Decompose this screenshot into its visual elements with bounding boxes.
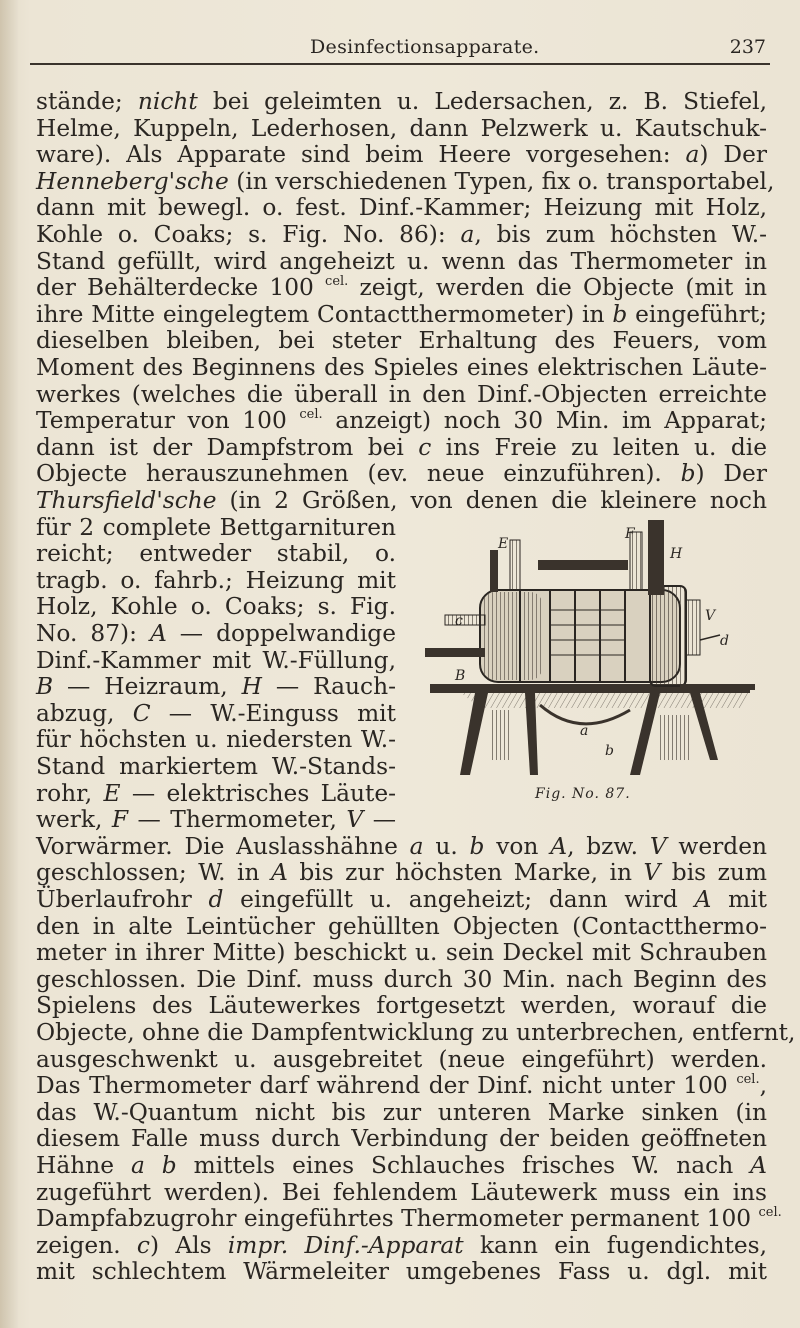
text-line [36, 753, 396, 780]
text-run: mit schlechtem Wärmeleiter umgebenes Fass u. dgl. mit [36, 1258, 767, 1286]
text-run: werkes (welches die überall in den Dinf.-Objecten erreichte [36, 380, 767, 408]
text-run: bei geleimten u. Ledersachen, z. B. Stiefel, [197, 88, 767, 115]
header-rule [30, 63, 770, 65]
text-run: geschlossen. Die Dinf. muss durch 30 Min. nach Beginn des [36, 965, 767, 993]
text-run: werk, [36, 806, 112, 834]
italic-text: Thursfield'sche [36, 487, 217, 514]
text-line [36, 540, 396, 567]
text-line [36, 1019, 796, 1046]
text-run: Überlaufrohr [36, 886, 209, 913]
text-line [36, 487, 767, 514]
text-line [36, 327, 767, 354]
italic-text: c [418, 433, 432, 461]
label-B: B [455, 668, 466, 684]
text-line [36, 806, 396, 833]
text-run: Dinf.-Kammer mit W.-Füllung, [36, 646, 396, 674]
text-run: ) Der [695, 460, 767, 488]
text-line [36, 407, 767, 434]
label-b: b [605, 743, 614, 759]
italic-text: b [612, 300, 628, 328]
text-line [36, 1072, 767, 1099]
text-line [36, 780, 396, 807]
text-run: — Rauch- [261, 673, 396, 701]
text-run: zeigt, werden die Objecte (mit in [348, 274, 767, 302]
text-run: meter in ihrer Mitte) beschickt u. sein Deckel mit Schrauben [36, 939, 767, 967]
label-V: V [705, 608, 716, 624]
text-run: kann ein fugendichtes, [463, 1231, 767, 1259]
text-run: ins Freie zu leiten u. die [431, 433, 767, 461]
text-line [36, 381, 767, 408]
label-H: H [670, 546, 683, 562]
text-run: (in verschiedenen Typen, fix o. transportabel, [228, 167, 775, 195]
text-line [36, 434, 767, 461]
italic-text: c [136, 1231, 150, 1259]
text-run: Das Thermometer darf während der Dinf. nicht unter 100 [36, 1072, 737, 1100]
text-run: Objecte, ohne die Dampfentwicklung zu unterbrechen, entfernt, [36, 1019, 796, 1046]
text-run: für höchsten u. niedersten W.- [36, 726, 396, 754]
text-line [36, 514, 396, 541]
label-E: E [498, 536, 509, 552]
text-line [36, 1205, 782, 1233]
text-line [36, 1179, 767, 1206]
italic-text: F [111, 806, 129, 834]
text-line [36, 833, 767, 860]
text-run: , [759, 1072, 767, 1100]
text-run: ware). Als Apparate sind beim Heere vorgesehen: [36, 141, 686, 169]
italic-text: A [694, 886, 712, 913]
italic-text: E [103, 779, 121, 807]
text-run: — elektrisches Läute- [120, 779, 396, 807]
italic-text: A [149, 620, 167, 647]
text-line [36, 115, 767, 142]
text-run: dann mit bewegl. o. fest. Dinf.-Kammer; Heizung mit Holz, [36, 194, 767, 222]
superscript-unit: cel. [299, 407, 323, 423]
text-run: — Heizraum, [53, 673, 242, 701]
text-run: (in 2 Größen, von denen die kleinere noch [216, 487, 767, 514]
text-line [36, 221, 767, 248]
text-line [36, 1258, 767, 1285]
text-line [36, 1046, 767, 1073]
text-run: Kohle o. Coaks; s. Fig. No. 86): [36, 221, 461, 248]
text-line [36, 1125, 767, 1152]
text-run: ausgeschwenkt u. ausgebreitet (neue eingeführt) werden. [36, 1045, 767, 1073]
italic-text: a [409, 832, 424, 860]
label-a: a [580, 723, 589, 739]
italic-text: B [36, 673, 54, 701]
superscript-unit: cel. [758, 1205, 782, 1221]
page-edge-shadow [0, 0, 18, 1328]
italic-text: impr. Dinf.-Apparat [227, 1231, 464, 1259]
figure-87 [420, 520, 770, 810]
text-run: u. [423, 832, 470, 860]
text-line [36, 620, 396, 647]
text-run: das W.-Quantum nicht bis zur unteren Marke sinken (in [36, 1098, 767, 1126]
figure-caption: Fig. No. 87. [535, 786, 631, 802]
text-line [36, 992, 767, 1019]
text-run: eingefüllt u. angeheizt; dann wird [223, 886, 695, 913]
text-run: — Thermometer, [128, 806, 347, 834]
text-run: Dampfabzugrohr eingeführtes Thermometer permanent 100 [36, 1205, 759, 1233]
text-run: Objecte herauszunehmen (ev. neue einzuführen). [36, 460, 681, 488]
italic-text: b [469, 832, 485, 860]
text-line [36, 673, 396, 700]
text-run: Vorwärmer. Die Auslasshähne [36, 832, 410, 860]
text-line [36, 700, 396, 727]
text-run: — W.-Einguss mit [150, 699, 396, 727]
text-run: werden [666, 832, 767, 860]
text-run: Moment des Beginnens des Spieles eines elektrischen Läute- [36, 354, 767, 381]
italic-text: A [271, 859, 288, 887]
text-line [36, 647, 396, 674]
text-run: von [484, 832, 551, 860]
text-run: — [363, 806, 396, 834]
text-run: bis zum [660, 859, 767, 887]
italic-text: nicht [137, 88, 198, 115]
text-line [36, 1099, 767, 1126]
text-run: Stand gefüllt, wird angeheizt u. wenn das Thermometer in [36, 247, 767, 275]
text-run: geschlossen; W. in [36, 859, 271, 887]
text-run: mittels eines Schlauches frisches W. nach [176, 1152, 751, 1179]
text-line [36, 726, 396, 753]
italic-text: V [643, 859, 661, 887]
text-line [36, 886, 767, 913]
text-line [36, 354, 767, 381]
page-number: 237 [729, 36, 766, 58]
text-run: abzug, [36, 699, 133, 727]
text-run: Helme, Kuppeln, Lederhosen, dann Pelzwerk u. Kautschuk- [36, 114, 767, 142]
superscript-unit: cel. [736, 1072, 760, 1088]
italic-text: A [750, 1152, 767, 1179]
text-run: ) Als [149, 1231, 228, 1259]
superscript-unit: cel. [325, 274, 349, 290]
italic-text: A [550, 832, 568, 860]
italic-text: a [685, 141, 700, 169]
italic-text: V [649, 832, 667, 860]
italic-text: a b [130, 1152, 177, 1179]
text-run: zeigen. [36, 1231, 137, 1259]
text-line [36, 593, 396, 620]
text-run: Temperatur von 100 [36, 407, 300, 435]
text-run: der Behälterdecke 100 [36, 274, 326, 302]
text-run: dann ist der Dampfstrom bei [36, 433, 419, 461]
italic-text: V [346, 806, 364, 834]
text-run: Spielens des Läutewerkes fortgesetzt werden, worauf die [36, 992, 767, 1020]
text-run: dieselben bleiben, bei steter Erhaltung des Feuers, vom [36, 327, 767, 355]
text-line [36, 141, 767, 168]
text-run: No. 87): [36, 620, 150, 647]
italic-text: C [132, 699, 151, 727]
text-run: Hähne [36, 1152, 131, 1179]
label-c: c [455, 613, 463, 629]
text-run: Stand markiertem W.-Stands- [36, 753, 396, 780]
text-line [36, 913, 767, 940]
italic-text: b [680, 460, 696, 488]
running-title: Desinfectionsapparate. [310, 36, 540, 58]
text-run: stände; [36, 88, 138, 115]
text-run: reicht; entweder stabil, o. [36, 540, 396, 568]
label-F: F [625, 526, 635, 542]
text-line [36, 939, 767, 966]
text-line [36, 859, 767, 886]
text-run: den in alte Leintücher gehüllten Objecten (Contactthermo- [36, 912, 767, 940]
text-line [36, 1232, 767, 1259]
text-run: bis zur höchsten Marke, in [287, 859, 644, 887]
text-line [36, 248, 767, 275]
text-line [36, 1152, 767, 1179]
text-run: tragb. o. fahrb.; Heizung mit [36, 566, 396, 594]
text-run: für 2 complete Bettgarnituren [36, 513, 396, 541]
text-line [36, 167, 775, 195]
text-run: ) Der [699, 141, 767, 169]
text-run: zugeführt werden). Bei fehlendem Läutewerk muss ein ins [36, 1178, 767, 1206]
italic-text: d [208, 886, 224, 913]
text-line [36, 966, 767, 993]
disinfection-apparatus-illustration [420, 520, 770, 782]
text-run: , bzw. [567, 832, 650, 860]
text-line [36, 301, 767, 328]
text-run: ihre Mitte eingelegtem Contactthermometer) in [36, 300, 613, 328]
text-run: — doppelwandige [166, 620, 396, 647]
italic-text: H [241, 673, 262, 701]
text-run: eingeführt; [627, 300, 768, 328]
text-run: , bis zum höchsten W.- [474, 221, 768, 248]
text-line [36, 194, 767, 221]
text-line [36, 88, 767, 115]
italic-text: a [460, 221, 475, 248]
text-run: diesem Falle muss durch Verbindung der beiden geöffneten [36, 1125, 767, 1153]
text-line [36, 567, 396, 594]
italic-text: Henneberg'sche [36, 167, 229, 195]
text-run: Holz, Kohle o. Coaks; s. Fig. [36, 593, 396, 621]
text-run: rohr, [36, 779, 104, 807]
text-line [36, 274, 767, 301]
page-header [30, 36, 770, 62]
text-line [36, 460, 767, 487]
label-d: d [720, 633, 729, 649]
text-run: mit [711, 886, 768, 913]
text-run: anzeigt) noch 30 Min. im Apparat; [322, 407, 767, 435]
